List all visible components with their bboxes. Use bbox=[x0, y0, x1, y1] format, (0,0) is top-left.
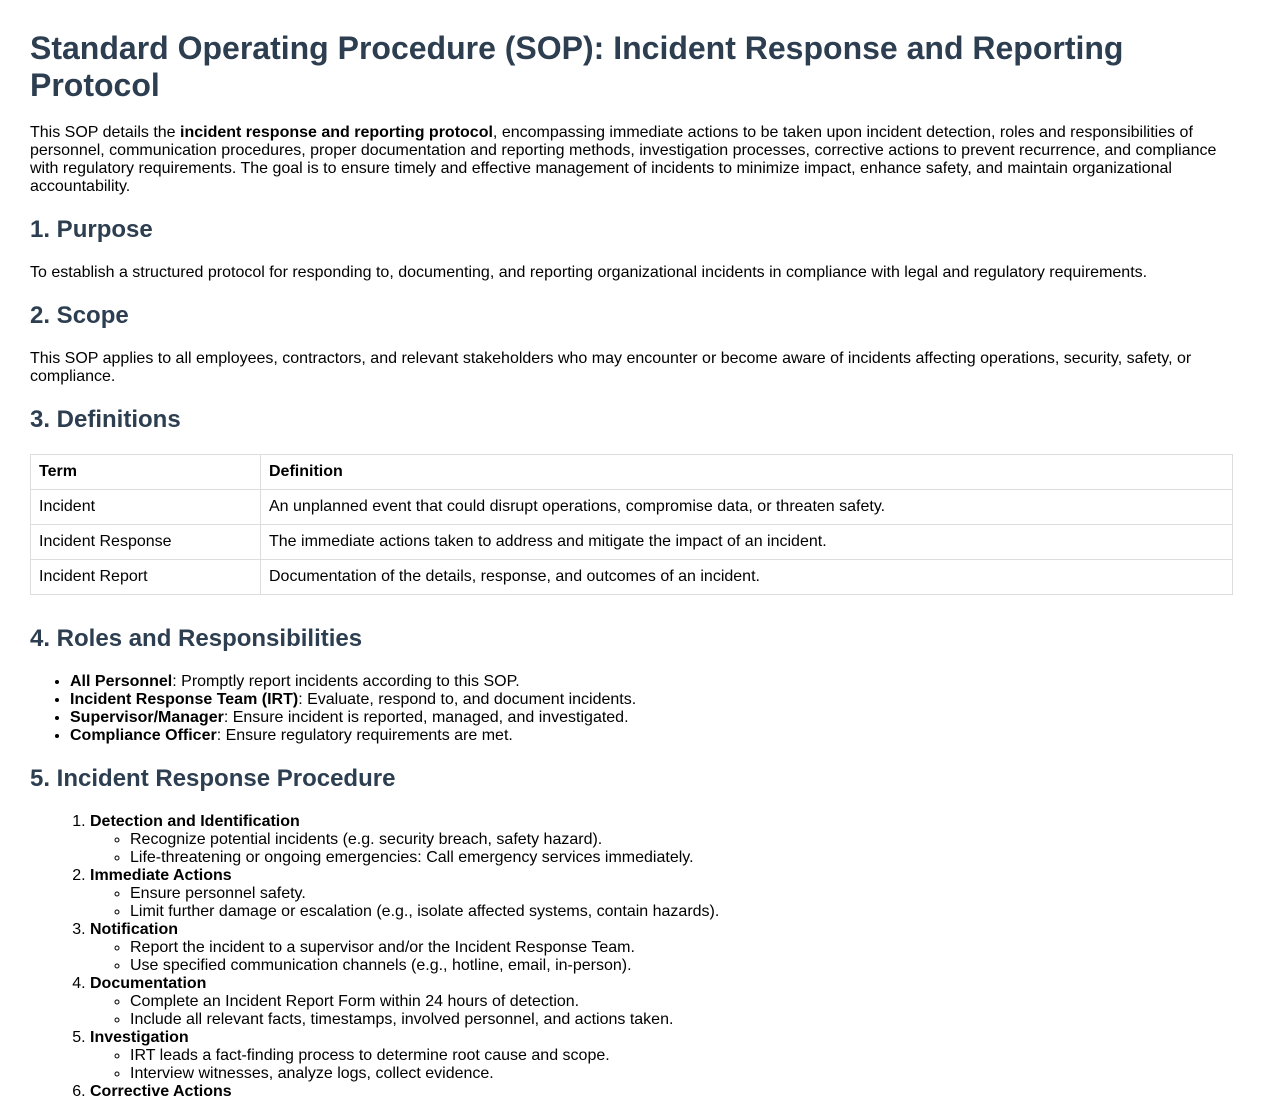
table-row bbox=[31, 525, 1233, 560]
step-substeps bbox=[90, 885, 1233, 921]
list-item bbox=[70, 691, 1233, 709]
intro-paragraph bbox=[30, 124, 1233, 196]
substep-item: ◦ IRT leads a fact-finding process to determine root cause and scope. bbox=[130, 1047, 1233, 1065]
role-name: Compliance Officer bbox=[70, 727, 217, 744]
procedure-step bbox=[90, 921, 1233, 975]
role-description: : Evaluate, respond to, and document incidents. bbox=[298, 691, 637, 708]
column-header-definition: Definition bbox=[261, 455, 1233, 490]
table-header-row bbox=[31, 455, 1233, 490]
role-description: : Ensure regulatory requirements are met. bbox=[216, 727, 513, 744]
step-substeps bbox=[90, 993, 1233, 1029]
list-item bbox=[70, 727, 1233, 745]
procedure-step bbox=[90, 813, 1233, 867]
substep-item: ◦ Interview witnesses, analyze logs, collect evidence. bbox=[130, 1065, 1233, 1083]
substep-item: ◦ Include all relevant facts, timestamps, involved personnel, and actions taken. bbox=[130, 1011, 1233, 1029]
term-cell: Incident Response bbox=[31, 525, 261, 560]
term-cell: Incident Report bbox=[31, 560, 261, 595]
definition-cell: An unplanned event that could disrupt operations, compromise data, or threaten safety. bbox=[261, 490, 1233, 525]
scope-heading: 2. Scope bbox=[30, 302, 129, 329]
roles-heading: 4. Roles and Responsibilities bbox=[30, 625, 363, 652]
substep-item: ◦ Recognize potential incidents (e.g. security breach, safety hazard). bbox=[130, 831, 1233, 849]
role-name: Incident Response Team (IRT) bbox=[70, 691, 299, 708]
purpose-text: To establish a structured protocol for responding to, documenting, and reporting organizational incidents in compliance with legal and regulatory requirements. bbox=[30, 264, 1148, 281]
step-title: Detection and Identification bbox=[90, 813, 300, 830]
definition-cell: The immediate actions taken to address and mitigate the impact of an incident. bbox=[261, 525, 1233, 560]
step-title: Immediate Actions bbox=[90, 867, 232, 884]
substep-item: ◦ Life-threatening or ongoing emergencies: Call emergency services immediately. bbox=[130, 849, 1233, 867]
procedure-heading: 5. Incident Response Procedure bbox=[30, 765, 396, 792]
page-title: Standard Operating Procedure (SOP): Incident Response and Reporting Protocol bbox=[30, 30, 1124, 103]
intro-text-before: This SOP details the bbox=[30, 124, 180, 141]
definitions-table bbox=[30, 454, 1233, 595]
step-substeps bbox=[90, 831, 1233, 867]
substep-item: ◦ Complete an Incident Report Form within 24 hours of detection. bbox=[130, 993, 1233, 1011]
table-row bbox=[31, 560, 1233, 595]
procedure-step bbox=[90, 1029, 1233, 1083]
procedure-steps-list bbox=[30, 813, 1233, 1101]
procedure-step bbox=[90, 975, 1233, 1029]
step-title: Notification bbox=[90, 921, 178, 938]
list-item bbox=[70, 709, 1233, 727]
list-item bbox=[70, 673, 1233, 691]
substep-item: ◦ Use specified communication channels (e.g., hotline, email, in-person). bbox=[130, 957, 1233, 975]
step-substeps bbox=[90, 1047, 1233, 1083]
step-substeps bbox=[90, 939, 1233, 975]
definition-cell: Documentation of the details, response, and outcomes of an incident. bbox=[261, 560, 1233, 595]
procedure-step bbox=[90, 1083, 1233, 1101]
definitions-heading: 3. Definitions bbox=[30, 406, 181, 433]
intro-text-bold: incident response and reporting protocol bbox=[180, 124, 493, 141]
step-title: Investigation bbox=[90, 1029, 189, 1046]
roles-list bbox=[30, 673, 1233, 745]
role-name: All Personnel bbox=[70, 673, 173, 690]
scope-text: This SOP applies to all employees, contractors, and relevant stakeholders who may encounter or become aware of incidents affecting operations, security, safety, or compliance. bbox=[30, 350, 1192, 385]
substep-item: ◦ Report the incident to a supervisor and/or the Incident Response Team. bbox=[130, 939, 1233, 957]
procedure-step bbox=[90, 867, 1233, 921]
role-name: Supervisor/Manager bbox=[70, 709, 224, 726]
substep-item: ◦ Limit further damage or escalation (e.g., isolate affected systems, contain hazards). bbox=[130, 903, 1233, 921]
purpose-heading: 1. Purpose bbox=[30, 216, 153, 243]
role-description: : Ensure incident is reported, managed, and investigated. bbox=[223, 709, 629, 726]
term-cell: Incident bbox=[31, 490, 261, 525]
table-row bbox=[31, 490, 1233, 525]
column-header-term: Term bbox=[31, 455, 261, 490]
step-title: Corrective Actions bbox=[90, 1083, 232, 1100]
intro-text-after: , encompassing immediate actions to be taken upon incident detection, roles and responsibilities of personnel, communication procedures, proper documentation and reporting methods, investigation processes, corrective actions to prevent recurrence, and compliance with regulatory requirements. The goal is to ensure timely and effective management of incidents to minimize impact, enhance safety, and maintain organizational accountability. bbox=[30, 124, 1217, 195]
role-description: : Promptly report incidents according to this SOP. bbox=[172, 673, 520, 690]
step-title: Documentation bbox=[90, 975, 207, 992]
substep-item: ◦ Ensure personnel safety. bbox=[130, 885, 1233, 903]
